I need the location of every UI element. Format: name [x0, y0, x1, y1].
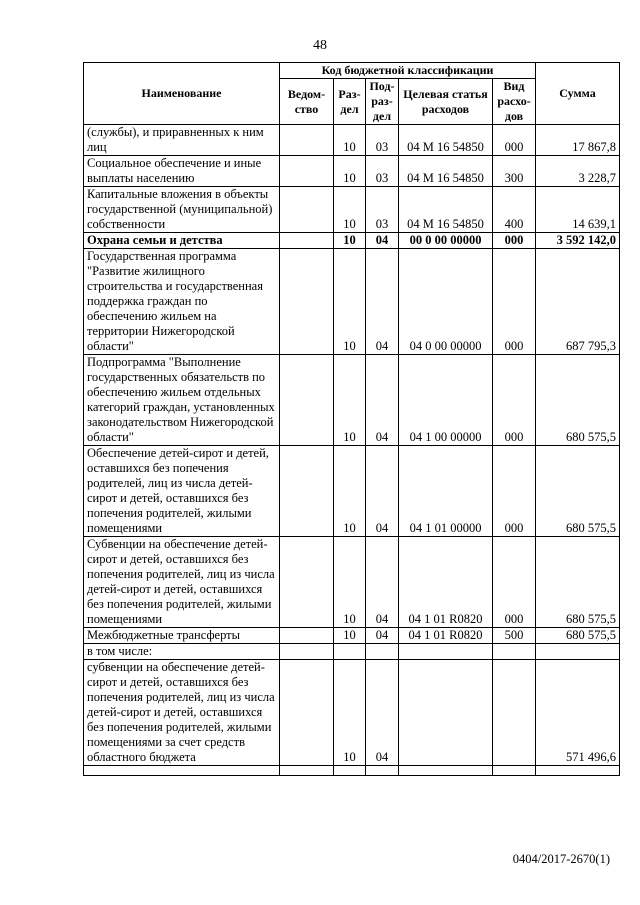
header-razdel: Раз-дел	[334, 79, 366, 125]
header-summa: Сумма	[536, 63, 620, 125]
cell-vedomstvo	[280, 187, 334, 233]
cell-razdel: 10	[334, 156, 366, 187]
page-number: 48	[313, 38, 327, 53]
cell-podrazdel: 04	[366, 446, 399, 537]
cell-vedomstvo	[280, 660, 334, 766]
cell-tselevaya-statya: 04 М 16 54850	[399, 125, 493, 156]
cell-podrazdel	[366, 766, 399, 776]
cell-tselevaya-statya: 04 1 01 R0820	[399, 537, 493, 628]
cell-vid-raskhodov: 300	[493, 156, 536, 187]
cell-summa: 687 795,3	[536, 249, 620, 355]
cell-vedomstvo	[280, 644, 334, 660]
cell-razdel	[334, 644, 366, 660]
cell-tselevaya-statya	[399, 766, 493, 776]
cell-podrazdel: 03	[366, 187, 399, 233]
cell-name: Обеспечение детей-сирот и детей, оставшихся без попечения родителей, лиц из числа детей-сирот и детей, оставшихся без попечения родителей, жилыми помещениями	[84, 446, 280, 537]
cell-vid-raskhodov: 000	[493, 233, 536, 249]
cell-vid-raskhodov: 000	[493, 537, 536, 628]
cell-name: субвенции на обеспечение детей-сирот и детей, оставшихся без попечения родителей, лиц из числа детей-сирот и детей, оставшихся без попечения родителей, жилыми помещениями за счет средств областного бюджета	[84, 660, 280, 766]
cell-razdel: 10	[334, 537, 366, 628]
table-row	[84, 187, 620, 233]
cell-tselevaya-statya: 00 0 00 00000	[399, 233, 493, 249]
cell-vid-raskhodov: 000	[493, 125, 536, 156]
cell-name: Государственная программа "Развитие жилищного строительства и государственная поддержка граждан по обеспечению жильем на территории Нижегородской области"	[84, 249, 280, 355]
cell-summa: 680 575,5	[536, 355, 620, 446]
cell-summa: 14 639,1	[536, 187, 620, 233]
table-row	[84, 660, 620, 766]
cell-razdel: 10	[334, 249, 366, 355]
table-row	[84, 355, 620, 446]
cell-name	[84, 766, 280, 776]
cell-tselevaya-statya: 04 0 00 00000	[399, 249, 493, 355]
cell-podrazdel: 04	[366, 249, 399, 355]
document-code: 0404/2017-2670(1)	[512, 852, 610, 866]
cell-vedomstvo	[280, 537, 334, 628]
cell-summa: 17 867,8	[536, 125, 620, 156]
cell-podrazdel: 03	[366, 125, 399, 156]
cell-vid-raskhodov: 000	[493, 446, 536, 537]
cell-razdel: 10	[334, 660, 366, 766]
cell-name: Социальное обеспечение и иные выплаты населению	[84, 156, 280, 187]
cell-podrazdel: 04	[366, 233, 399, 249]
cell-name: в том числе:	[84, 644, 280, 660]
header-tselevaya-statya: Целевая статья расходов	[399, 79, 493, 125]
cell-name: (службы), и приравненных к ним лиц	[84, 125, 280, 156]
cell-tselevaya-statya: 04 1 00 00000	[399, 355, 493, 446]
cell-tselevaya-statya	[399, 644, 493, 660]
cell-vid-raskhodov	[493, 660, 536, 766]
cell-razdel	[334, 766, 366, 776]
cell-summa	[536, 644, 620, 660]
cell-summa: 3 592 142,0	[536, 233, 620, 249]
cell-vedomstvo	[280, 628, 334, 644]
cell-summa: 680 575,5	[536, 628, 620, 644]
cell-vedomstvo	[280, 355, 334, 446]
cell-name: Подпрограмма "Выполнение государственных обязательств по обеспечению жильем отдельных категорий граждан, установленных законодательством Нижегородской области"	[84, 355, 280, 446]
cell-summa: 3 228,7	[536, 156, 620, 187]
header-podrazdel: Под-раз-дел	[366, 79, 399, 125]
cell-vedomstvo	[280, 125, 334, 156]
cell-vedomstvo	[280, 249, 334, 355]
cell-podrazdel: 03	[366, 156, 399, 187]
cell-vid-raskhodov: 500	[493, 628, 536, 644]
cell-razdel: 10	[334, 355, 366, 446]
cell-vid-raskhodov	[493, 766, 536, 776]
cell-name: Субвенции на обеспечение детей-сирот и детей, оставшихся без попечения родителей, лиц из числа детей-сирот и детей, оставшихся без попечения родителей, жилыми помещениями	[84, 537, 280, 628]
cell-vedomstvo	[280, 156, 334, 187]
header-vid-raskhodov: Вид расхо-дов	[493, 79, 536, 125]
table-row	[84, 249, 620, 355]
table-row	[84, 156, 620, 187]
table-row	[84, 766, 620, 776]
cell-vedomstvo	[280, 233, 334, 249]
cell-tselevaya-statya: 04 1 01 00000	[399, 446, 493, 537]
table-row	[84, 125, 620, 156]
cell-name: Межбюджетные трансферты	[84, 628, 280, 644]
table-row	[84, 233, 620, 249]
cell-razdel: 10	[334, 446, 366, 537]
budget-table	[83, 62, 620, 776]
cell-razdel: 10	[334, 187, 366, 233]
header-kod-klassifikatsii: Код бюджетной классификации	[280, 63, 536, 79]
cell-vid-raskhodov: 000	[493, 249, 536, 355]
header-vedomstvo: Ведом-ство	[280, 79, 334, 125]
cell-summa: 571 496,6	[536, 660, 620, 766]
cell-summa: 680 575,5	[536, 446, 620, 537]
cell-razdel: 10	[334, 233, 366, 249]
table-row	[84, 446, 620, 537]
cell-vid-raskhodov	[493, 644, 536, 660]
table-row	[84, 644, 620, 660]
cell-tselevaya-statya: 04 М 16 54850	[399, 156, 493, 187]
cell-summa: 680 575,5	[536, 537, 620, 628]
header-naimenovanie: Наименование	[84, 63, 280, 125]
cell-tselevaya-statya	[399, 660, 493, 766]
cell-podrazdel: 04	[366, 628, 399, 644]
table-row	[84, 537, 620, 628]
cell-name: Охрана семьи и детства	[84, 233, 280, 249]
table-row	[84, 628, 620, 644]
cell-vedomstvo	[280, 446, 334, 537]
cell-podrazdel	[366, 644, 399, 660]
cell-podrazdel: 04	[366, 537, 399, 628]
cell-tselevaya-statya: 04 М 16 54850	[399, 187, 493, 233]
cell-vid-raskhodov: 400	[493, 187, 536, 233]
cell-razdel: 10	[334, 628, 366, 644]
cell-name: Капитальные вложения в объекты государственной (муниципальной) собственности	[84, 187, 280, 233]
cell-summa	[536, 766, 620, 776]
cell-vedomstvo	[280, 766, 334, 776]
cell-razdel: 10	[334, 125, 366, 156]
cell-podrazdel: 04	[366, 355, 399, 446]
cell-tselevaya-statya: 04 1 01 R0820	[399, 628, 493, 644]
cell-vid-raskhodov: 000	[493, 355, 536, 446]
cell-podrazdel: 04	[366, 660, 399, 766]
